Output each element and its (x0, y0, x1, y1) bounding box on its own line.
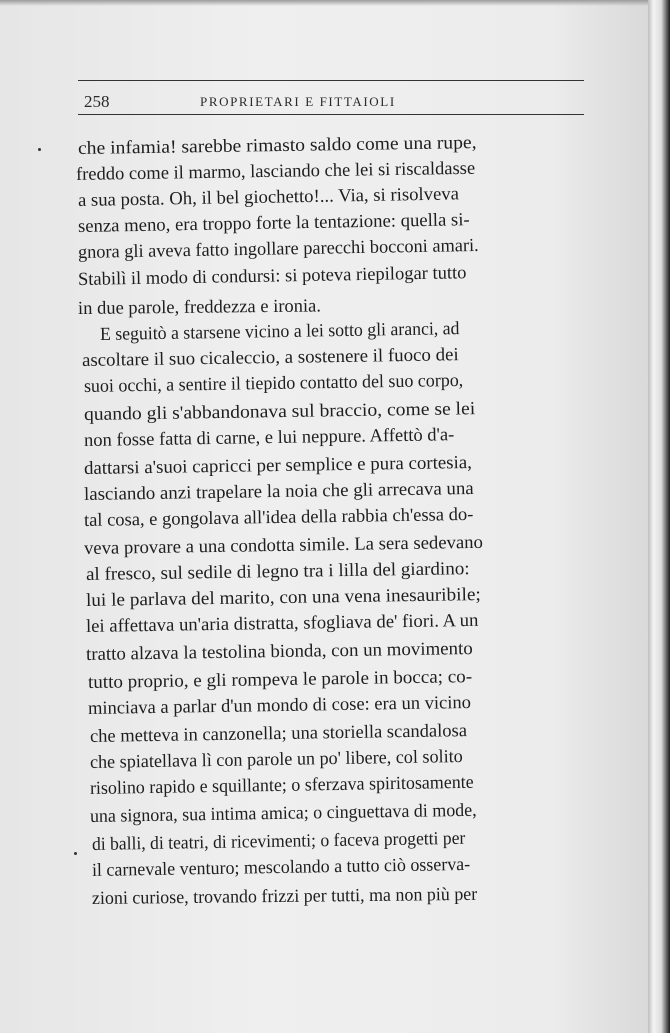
ink-speck (74, 852, 77, 855)
text-line: che infamia! sarebbe rimasto saldo come una rupe, (77, 133, 477, 159)
text-line: gnora gli aveva fatto ingollare parecchi bocconi amari. (77, 235, 479, 263)
text-line: lei affettava un'aria distratta, sfogliava de' fiori. A un (85, 610, 479, 637)
text-line: in due parole, freddezza e ironia. (77, 296, 322, 319)
text-line: lui le parlava del marito, con una vena inesauribile; (85, 585, 481, 611)
text-line: il carnevale venturo; mescolando a tutto ciò osserva- (91, 854, 471, 881)
text-line: a sua posta. Oh, il bel giochetto!... Via, si risolveva (77, 184, 460, 211)
text-line: che metteva in canzonella; una storiella scandalosa (89, 721, 468, 747)
text-line: ascoltare il suo cicaleccio, a sostenere il fuoco dei (81, 345, 459, 371)
text-line: senza meno, era troppo forte la tentazione: quella si- (77, 210, 470, 237)
text-line: tratto alzava la testolina bionda, con un movimento (85, 639, 473, 665)
text-line: non fosse fatta di carne, e lui neppure. Affettò d'a- (83, 425, 455, 451)
text-line: dattarsi a'suoi capricci per semplice e pura cortesia, (83, 453, 473, 479)
text-line: suoi occhi, a sentire il tiepido contatto del suo corpo, (83, 370, 464, 397)
text-line: E seguitò a starsene vicino a lei sotto gli aranci, ad (99, 319, 460, 345)
text-line: tutto proprio, e gli rompeva le parole in bocca; co- (87, 667, 473, 693)
text-line: risolino rapido e squillante; o sferzava spiritosamente (89, 772, 474, 799)
text-line: quando gli s'abbandonava sul braccio, come se lei (83, 399, 476, 425)
text-line: freddo come il marmo, lasciando che lei si riscaldasse (75, 158, 476, 185)
running-title: PROPRIETARI E FITTAIOLI (200, 94, 396, 109)
page-number: 258 (84, 92, 110, 111)
text-line: una signora, sua intima amica; o cinguettava di mode, (89, 800, 477, 827)
text-line: veva provare a una condotta simile. La sera sedevano (83, 532, 484, 559)
text-line: al fresco, sul sedile di legno tra i lilla del giardino: (85, 559, 470, 585)
ink-speck (38, 148, 41, 151)
text-line: lasciando anzi trapelare la noia che gli arrecava una (83, 478, 474, 505)
text-line: zioni curiose, trovando frizzi per tutti, ma non più per (91, 884, 478, 909)
text-line: di balli, di teatri, di ricevimenti; o faceva progetti per (91, 828, 466, 855)
text-line: che spiatellava lì con parole un po' libere, col solito (89, 747, 463, 773)
text-line: minciava a parlar d'un mondo di cose: era un vicino (87, 692, 472, 719)
page-edge-shadow (648, 0, 670, 1033)
text-line: Stabilì il modo di condursi: si poteva riepilogar tutto (77, 263, 467, 290)
text-line: tal cosa, e gongolava all'idea della rabbia ch'essa do- (83, 504, 474, 531)
